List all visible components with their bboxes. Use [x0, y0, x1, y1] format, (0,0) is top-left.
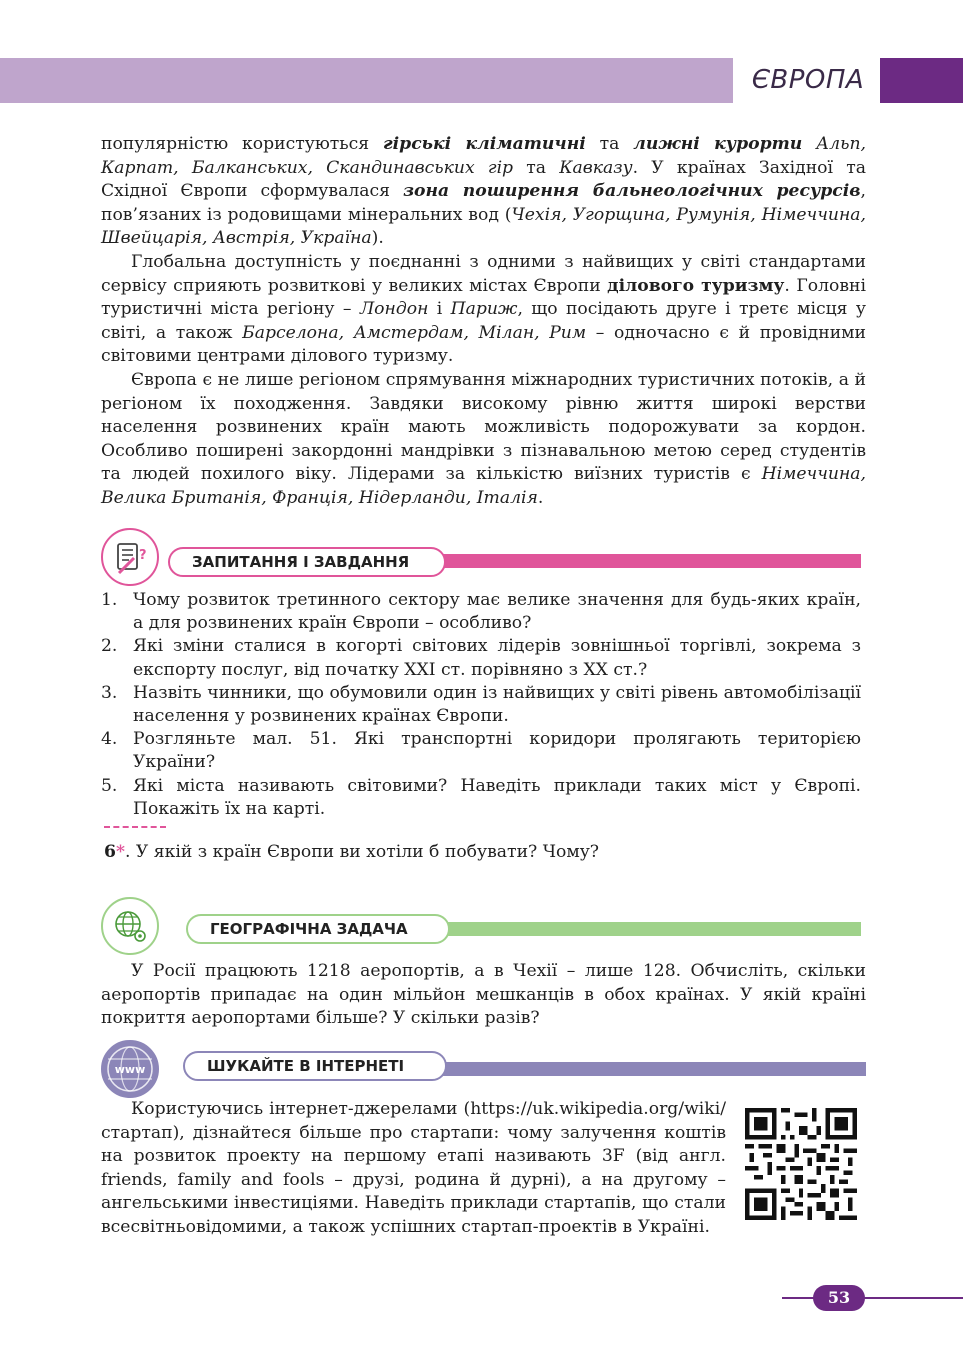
extra-question-text: . У якій з країн Європи ви хотіли б побувати? Чому?: [124, 842, 600, 862]
italic-term: Барселона, Амстердам, Мілан, Рим: [242, 322, 587, 343]
question-item: [101, 682, 861, 728]
questions-list: [101, 589, 861, 821]
question-text: Назвіть чинники, що обумовили один із найвищих у світі рівень автомобілізації населення у розвинених країнах Європи.: [133, 682, 861, 727]
question-item: [101, 775, 861, 821]
text-run: та: [513, 157, 560, 178]
text-run: , що посідають друге і третє місця у світі, а також: [101, 299, 866, 343]
question-number: 4.: [101, 729, 118, 750]
italic-term: Париж: [450, 299, 518, 320]
internet-icon: [101, 1040, 159, 1098]
questions-section-title: ЗАПИТАННЯ І ЗАВДАННЯ: [168, 547, 446, 577]
qr-code-icon[interactable]: [745, 1108, 857, 1220]
text-run: . Головні туристичні міста регіону –: [101, 275, 866, 320]
italic-term: Чехія, Угорщина, Румунія, Німеччина, Швейцарія, Австрія, Україна: [101, 204, 866, 249]
extra-question-number: 6: [104, 842, 116, 862]
paragraph-2: [101, 251, 866, 369]
text-run: та: [585, 134, 634, 154]
bold-term: зона поширення бальнеологічних ресурсів: [403, 181, 861, 202]
paragraph-3: [101, 369, 866, 511]
text-run: . У країнах Західної та Східної Європи сформувалася: [101, 157, 866, 202]
italic-term: Кавказу: [559, 157, 633, 178]
svg-text:?: ?: [139, 548, 147, 563]
geo-task: [101, 960, 866, 1031]
www-globe-icon: [104, 1043, 156, 1095]
www-label: www: [114, 1063, 146, 1076]
text-run: Європа є не лише регіоном спрямування міжнародних туристичних потоків, а й регіоном їх походження. Завдяки високому рівню життя широкі верстви населення розвинених країн мають можливість подорожувати за кордон. Особливо поширені закордонні мандрівки з пізнавальною метою серед студентів та людей похилого віку. Лідерами за кількістю виїзних туристів є: [101, 369, 866, 485]
geo-icon: [101, 897, 159, 955]
page-number: 53: [813, 1285, 865, 1311]
geo-task-text: У Росії працюють 1218 аеропортів, а в Чехії – лише 128. Обчисліть, скільки аеропортів припадає на один мільйон мешканців в обох країнах. У якій країні покриття аеропортами більше? У скільки разів?: [101, 961, 866, 1029]
question-text: Чому розвиток третинного сектору має велике значення для будь-яких країн, а для розвинених країн Європи – особливо?: [133, 590, 861, 634]
bold-term: гірські кліматичні: [382, 134, 586, 154]
chapter-title: ЄВРОПА: [751, 65, 865, 95]
geo-section-title: ГЕОГРАФІЧНА ЗАДАЧА: [186, 914, 450, 944]
text-run: ).: [371, 228, 384, 249]
question-number: 1.: [101, 590, 118, 610]
text-run: .: [537, 487, 544, 508]
paragraph-1: [101, 133, 866, 251]
question-text: Які зміни сталися в когорті світових лідерів зовнішньої торгівлі, зокрема з експорту послуг, від початку XXI ст. порівняно з XX ст.?: [133, 636, 861, 680]
text-run: , пов’язаних із родовищами мінеральних вод (: [101, 181, 866, 225]
bold-term: лижні курорти: [633, 134, 803, 154]
text-run: і: [428, 299, 451, 320]
question-item: [101, 635, 861, 681]
extra-task-divider: [104, 826, 166, 828]
notebook-pen-icon: [110, 537, 150, 577]
footer-line: [782, 1297, 963, 1299]
text-run: популярністю користуються: [101, 134, 383, 154]
italic-term: Німеччина, Велика Британія, Франція, Нідерланди, Італія: [101, 464, 866, 508]
question-item: [101, 589, 861, 635]
question-number: 5.: [101, 775, 118, 796]
question-number: 2.: [101, 636, 118, 657]
header-bar: [0, 58, 733, 103]
questions-icon: [101, 528, 159, 586]
bold-term: ділового туризму: [607, 275, 785, 296]
question-text: Розгляньте мал. 51. Які транспортні коридори пролягають територією України?: [133, 729, 861, 773]
italic-term: Лондон: [359, 299, 429, 320]
header-accent-block: [880, 58, 963, 103]
text-run: [802, 134, 816, 154]
text-run: – одночасно є й провідними світовими центрами ділового туризму.: [101, 322, 866, 367]
italic-term: Альп, Карпат, Балканських, Скандинавських гір: [101, 134, 866, 178]
body-text: [101, 133, 866, 511]
globe-gear-icon: [110, 906, 150, 946]
extra-question: [104, 842, 599, 862]
question-number: 3.: [101, 682, 118, 703]
star-marker: *: [115, 842, 125, 862]
internet-task: [101, 1098, 726, 1240]
internet-section-title: ШУКАЙТЕ В ІНТЕРНЕТІ: [183, 1051, 447, 1081]
internet-task-text: Користуючись інтернет-джерелами (https://uk.wikipedia.org/wiki/стартап), дізнайтеся більше про стартапи: чому залучення коштів на розвиток проекту на першому етапі називають 3F (від англ. friends, family and fools – друзі, родина й дурні), а на другому – ангельськими інвестиціями. Наведіть приклади стартапів, що стали всесвітньовідомими, а також успішних стартап-проектів в Україні.: [101, 1099, 726, 1237]
text-run: Глобальна доступність у поєднанні з одними з найвищих у світі стандартами сервісу сприяють розвиткові у великих містах Європи: [101, 251, 866, 296]
question-item: [101, 728, 861, 774]
question-text: Які міста називають світовими? Наведіть приклади таких міст у Європі. Покажіть їх на карті.: [133, 775, 861, 819]
